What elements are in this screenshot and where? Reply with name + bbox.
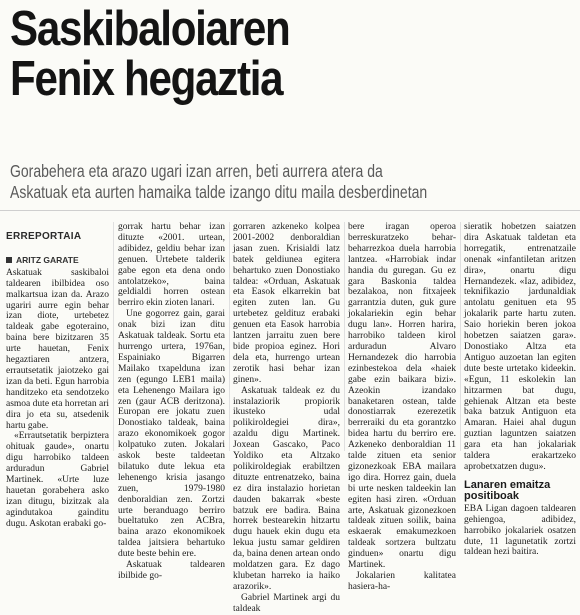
box-heading-line-2: positiboak [464,489,520,502]
paragraph: bere iragan operoa berreskuratzeko behar-beharrezkoa duela harrobia lantzea. «Harrobiak indar handia du guregan. Gu ez gara Baskonia taldea bezalakoa, non fitxajeek garrantzia duten, guk gure jokalariekin egin behar dugu lan». Horren harira, harrobiko taldeen kirol arduradun Alvaro Hernandezek dio harrobia ezinbestekoa dela «haiek gabe ezin baikara bizi». Azeokin izandako banaketaren ostean, talde donostiarrak ezerezetik berreraiki du eta gorantzko bidea hartu du berriro ere. Azkeneko denboraldian 11 talde zituen eta senior gizonezkoak EBA mailara igo dira. Horrez gain, duela bi urte nesken taldeekin lan egiten hasi ziren. «Orduan arte, Askatuak gizonezkoen taldeak zituen soilik, baina eskaerak emakumezkoen taldeak sortzera bultzatu ginduen» onartu digu Martinek. [348,222,456,571]
paragraph: Gabriel Martinek argi du taldeak [233,592,340,614]
paragraph: Une gogorrez gain, garai onak bizi izan ditu Askatuak taldeak. Sortu eta hurrengo urtera, 1976an, Espainiako Bigarren Mailako txapelduna izan zen (egungo LEB1 maila) eta Lehenengo Mailara igo zen (gaur ACB deritzona). Europan ere jokatu zuen Donostiako taldeak, baina arazo ekonomikoek gogor kolpatuko zuten. Jokalari askok beste taldeetan bilatuko dute lekua eta lehenengo krisia jasango zuen, 1979-1980 denboraldian zen. Zortzi urte beranduago berriro bueltatuko zen ACBra, baina arazo ekonomikoek taldea jaitsiera behartuko dute beste behin ere. [118,309,225,560]
column-divider [229,222,230,451]
paragraph: gorrak hartu behar izan dituzte «2001. urtean, adibidez, geldiu behar izan genuen. Urtebete talderik gabe egon eta dena ondo antolatzeko», baina geldialdi horren ostean berriro ekin zioten lanari. [118,222,225,309]
paragraph: sieratik hobetzen saiatzen dira Askatuak taldetan eta horregatik, entrenatzaile onenak «infantiletan aritzen dira», onartu digu Hernandezek. «Iaz, adibidez, teknifikazio jardunaldiak antolatu genituen eta 95 jokalarik parte hartu zuten. Saio horiekin beren jokoa hobetzen saiatzen gara». Donostiako Altza eta Antiguo auzoetan lan egiten dute beste urtetako kideekin. «Egun, 11 eskolekin lan hitzarmen bat dugu, gehienak Altzan eta beste baka batzuk Antiguon eta Amaran. Haiei ahal dugun guztian laguntzen saiatzen gara eta han jokalariak taldera erakartzeko aprobetxatzen dugu». [464,222,576,472]
column-divider [344,222,345,451]
article-column-2 [118,222,225,581]
author-name: ARITZ GARATE [16,254,79,265]
article-column-5 [464,222,576,558]
column-divider [113,222,114,451]
paragraph: Askatuak saskibaloi taldearen ibilbidea oso malkartsua izan da. Arazo ugariri aurre egin behar izan diote, urtebetez taldeak gabe egoteraino, baina bere bizitzaren 35 urte hauetan, Fenix hegaztiaren antzera, errautsetatik jaiotzeko gai izan da beti. Egun harrobia handitzeko eta sendotzeko asmoa dute eta horretan ari dira jo eta su, atsedenik hartu gabe. [6,267,109,431]
headline [10,4,492,104]
column-divider [460,222,461,451]
paragraph: gorraren azkeneko kolpea 2001-2002 denboraldian jasan zuen. Krisialdi latz batek geldiunea egitera behartuko zuen Donostiako taldea: «Orduan, Askatuak eta Easok elkarrekin bat egiten zuten lan. Gu urtebetez geldituz erabaki genuen eta Easok harrobia lantzen jarraitu zuen bere bide propioa eginez. Hori dela eta, hurrengo urtean zerotik hasi behar izan ginen». [233,222,340,385]
subheadline-line-2: Askatuak eta aurten hamaika talde izango ditu maila desberdinetan [10,182,428,202]
box-paragraph: EBA Ligan dagoen taldearen gehiengoa, adibidez, harrobiko jokalariek osatzen dute, 11 lagunetatik zortzi taldean hezi baitira. [464,503,576,558]
paragraph: «Errautsetatik berpiztera ohituak gaude», onartu digu harrobiko taldeen arduradun Gabriel Martinek. «Urte luze hauetan gorabehera asko izan ditugu, bizitzak ala agindutakoa gainditu dugu. Askotan erabaki go- [6,431,109,529]
subheadline [10,161,562,203]
article-column-4 [348,222,456,592]
paragraph: Askatuak taldeak ez du instalaziorik propiorik ikusteko udal polikiroldegiei dira», azaldu digu Martinek. Joxean Gascako, Paco Yoldiko eta Altzako polikiroldegiak erabiltzen dituzte entrenatzeko, baina ez dira instalazio horietan dauden bakarrak «beste batzuk ere badira. Baina horrek bestearekin hitzartu dugu hauek ekin dugu eta lekua justu samar geldiren da, baina denen artean ondo moldatzen gara. Ez dago klubetan harreko ia haiko arazorik». [233,385,340,592]
article-column-1 [6,222,109,529]
author-byline [6,255,109,266]
section-label: ERREPORTAIA [6,231,82,242]
byline-square-icon [6,257,12,263]
box-heading-line-1: Lanaren emaitza [464,478,551,491]
top-divider [0,210,580,211]
article-column-3 [233,222,340,614]
box-heading [464,480,576,502]
paragraph: Askatuak taldearen ibilbide go- [118,560,225,581]
paragraph: Jokalarien kalitatea hasiera-ha- [348,571,456,592]
headline-line-2: Fenix hegaztia [10,52,283,106]
headline-line-1: Saskibaloiaren [10,2,290,56]
subheadline-line-1: Gorabehera eta arazo ugari izan arren, beti aurrera atera da [10,161,383,181]
